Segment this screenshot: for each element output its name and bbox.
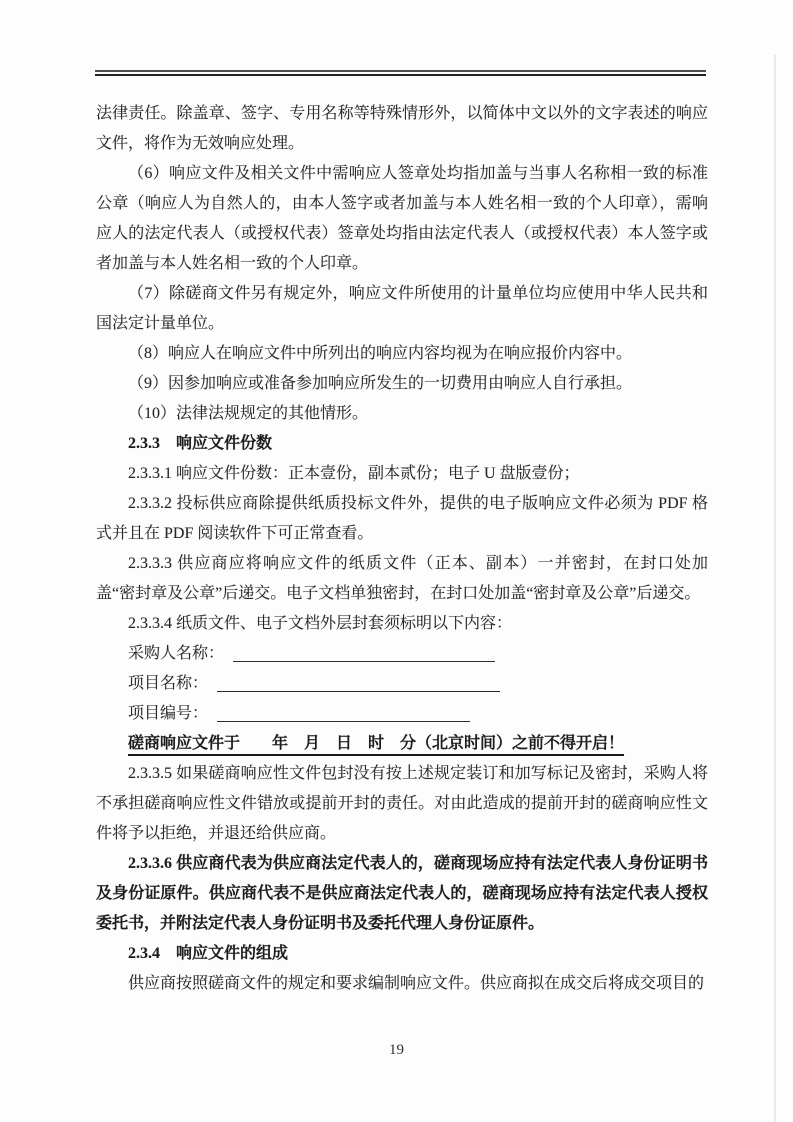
field-project-name — [96, 669, 708, 699]
paragraph-2-3-3-4: 2.3.3.4 纸质文件、电子文档外层封套须标明以下内容： — [128, 615, 513, 632]
blank-underline — [217, 703, 470, 722]
list-item-10: （10）法律法规规定的其他情形。 — [128, 405, 369, 422]
field-purchaser-name — [96, 639, 708, 669]
section-heading-2-3-3: 2.3.3 响应文件份数 — [128, 435, 273, 452]
notice-text: 磋商响应文件于 年 月 日 时 分（北京时间）之前不得开启！ — [128, 735, 625, 752]
page-number: 19 — [389, 1042, 404, 1058]
paragraph-2-3-3-6: 2.3.3.6 供应商代表为供应商法定代表人的，磋商现场应持有法定代表人身份证明书及身份证原件。供应商代表不是供应商法定代表人的，磋商现场应持有法定代表人授权委托书，并附法定代表人身份证明书及委托代理人身份证原件。 — [96, 855, 708, 932]
paragraph-2-3-3-5: 2.3.3.5 如果磋商响应性文件包封没有按上述规定装订和加写标记及密封，采购人将不承担磋商响应性文件错放或提前开封的责任。对由此造成的提前开封的磋商响应性文件将予以拒绝，并退还给供应商。 — [96, 765, 708, 842]
header-rule — [95, 70, 706, 76]
paragraph-2-3-4-body: 供应商按照磋商文件的规定和要求编制响应文件。供应商拟在成交后将成交项目的 — [128, 975, 705, 992]
blank-underline — [217, 673, 500, 692]
list-item-9: （9）因参加响应或准备参加响应所发生的一切费用由响应人自行承担。 — [128, 375, 633, 392]
list-item-7: （7）除磋商文件另有规定外，响应文件所使用的计量单位均应使用中华人民共和国法定计量单位。 — [96, 285, 708, 332]
document-body — [96, 99, 708, 999]
paragraph-2-3-3-1: 2.3.3.1 响应文件份数：正本壹份，副本贰份；电子 U 盘版壹份； — [128, 465, 580, 482]
field-label-project-name: 项目名称： — [128, 675, 209, 692]
notice-do-not-open-line — [96, 729, 708, 759]
paragraph-legal-liability: 法律责任。除盖章、签字、专用名称等特殊情形外，以简体中文以外的文字表述的响应文件，将作为无效响应处理。 — [96, 105, 708, 152]
paragraph-2-3-3-3: 2.3.3.3 供应商应将响应文件的纸质文件（正本、副本）一并密封，在封口处加盖“密封章及公章”后递交。电子文档单独密封，在封口处加盖“密封章及公章”后递交。 — [96, 555, 708, 602]
field-project-number — [96, 699, 708, 729]
list-item-6: （6）响应文件及相关文件中需响应人签章处均指加盖与当事人名称相一致的标准公章（响应人为自然人的，由本人签字或者加盖与本人姓名相一致的个人印章），需响应人的法定代表人（或授权代表）签章处均指由法定代表人（或授权代表）本人签字或者加盖与本人姓名相一致的个人印章。 — [96, 165, 708, 272]
blank-underline — [233, 643, 495, 662]
scan-edge-shadow — [774, 55, 776, 1122]
list-item-8: （8）响应人在响应文件中所列出的响应内容均视为在响应报价内容中。 — [128, 345, 633, 362]
field-label-project-number: 项目编号： — [128, 705, 209, 722]
field-label-purchaser-name: 采购人名称： — [128, 645, 225, 662]
paragraph-2-3-3-2: 2.3.3.2 投标供应商除提供纸质投标文件外，提供的电子版响应文件必须为 PDF 格式并且在 PDF 阅读软件下可正常查看。 — [96, 495, 708, 542]
section-heading-2-3-4: 2.3.4 响应文件的组成 — [128, 945, 289, 962]
